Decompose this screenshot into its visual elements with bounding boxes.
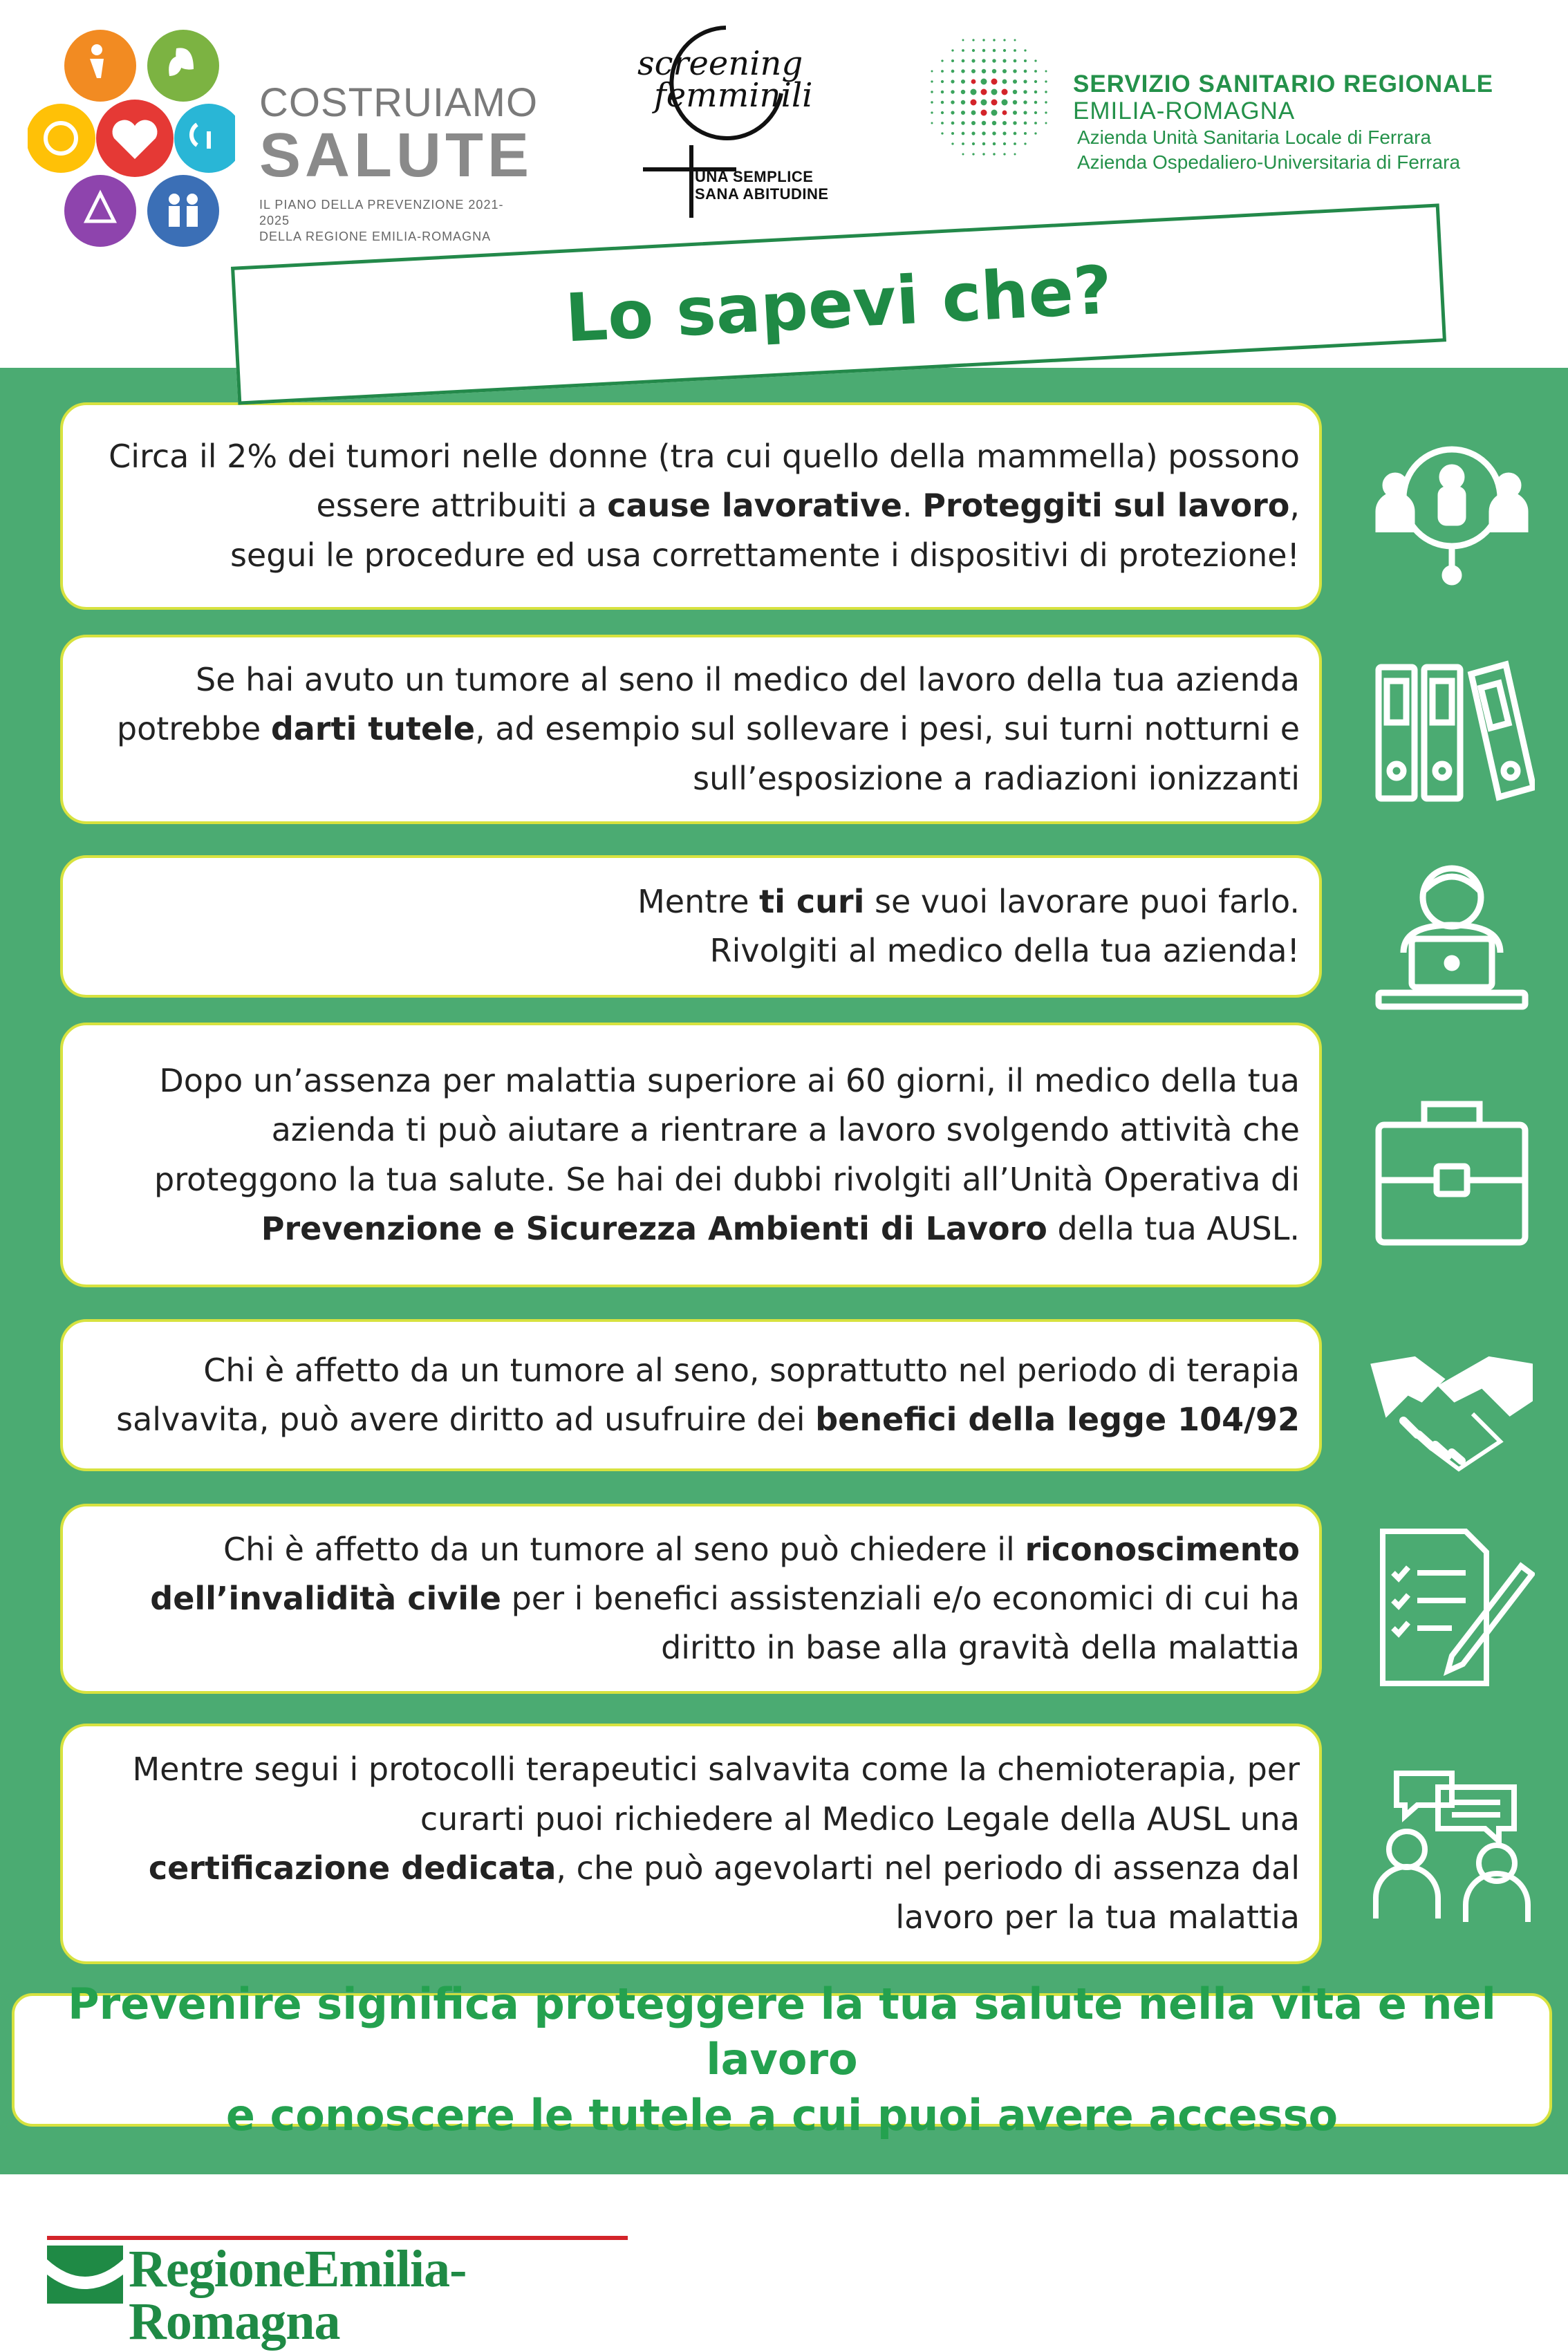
logo-dot [1024, 132, 1027, 135]
logo-dot [941, 91, 944, 93]
logo-dot [1034, 111, 1037, 114]
logo-dot [931, 101, 933, 103]
info-card-6 [60, 1504, 1322, 1694]
logo-dot [1014, 153, 1016, 156]
closing-line1: Prevenire significa proteggere la tua salute nella vita e nel lavoro [68, 1978, 1496, 2085]
people-search-icon [1369, 422, 1535, 588]
card-text-segment: salvavita, può avere diritto ad usufruire dei [116, 1401, 816, 1438]
logo-dot [982, 153, 984, 155]
logo-dot [971, 131, 975, 135]
logo-dot [993, 153, 995, 155]
logo-dot [951, 142, 953, 144]
logo-dot [941, 122, 944, 124]
logo-dot [1045, 71, 1047, 73]
logo-dot [951, 90, 954, 93]
binders-icon [1369, 646, 1535, 812]
screening-subtitle [695, 168, 829, 203]
logo-dot [931, 71, 933, 73]
ssr-line3: Azienda Unità Sanitaria Locale di Ferrara [1077, 126, 1432, 148]
logo-dot [941, 111, 944, 114]
logo-dot [991, 89, 998, 95]
logo-dot [991, 79, 998, 85]
logo-dot [1002, 100, 1008, 106]
woman-laptop-icon [1369, 849, 1535, 1015]
logo-dot [992, 121, 996, 125]
card-text-segment: , [1289, 487, 1300, 525]
logo-dot [1014, 49, 1016, 52]
logo-dot [1034, 101, 1037, 104]
logo-dot [931, 80, 933, 82]
logo-dot [981, 110, 987, 116]
logo-dot [981, 100, 987, 106]
logo-dot [1024, 70, 1027, 73]
logo-dot [971, 80, 976, 84]
ssr-line1: SERVIZIO SANITARIO REGIONALE [1073, 71, 1494, 97]
card-text-segment: Se hai avuto un tumore al seno il medico del lavoro della tua azienda [196, 661, 1300, 699]
logo-dot [1023, 90, 1027, 93]
card-text [116, 1346, 1300, 1445]
logo-dot [962, 132, 965, 136]
header [0, 0, 1568, 373]
screening-word: screening [637, 44, 803, 83]
card-text-segment: Rivolgiti al medico della tua azienda! [709, 932, 1300, 969]
card-text [132, 1745, 1300, 1942]
logo-dot [961, 121, 964, 124]
logo-dot [982, 131, 985, 135]
screening-femminili-logo [622, 21, 850, 228]
subtitle-line2: SANA ABITUDINE [695, 185, 829, 203]
logo-dot [992, 59, 996, 62]
dot-grid-icon [926, 35, 1051, 159]
card-text-segment: lavoro per la tua malattia [895, 1898, 1300, 1936]
card-text-segment: Circa il 2% dei tumori nelle donne (tra cui quello della mammella) possono [109, 438, 1300, 476]
logo-dot [1013, 69, 1016, 73]
logo-dot [971, 111, 976, 115]
logo-dot [1045, 80, 1047, 82]
regione-emilia-romagna-logo [47, 2236, 635, 2351]
handshake-icon [1369, 1317, 1535, 1483]
card-text-segment: curarti puoi richiedere al Medico Legale della AUSL una [420, 1800, 1300, 1838]
card-text-bold: darti tutele [270, 710, 476, 748]
costruiamo-salute-text [259, 80, 539, 245]
logo-dot [1014, 59, 1017, 63]
logo-dot [1045, 101, 1047, 103]
logo-dot [982, 39, 984, 41]
logo-dot [1013, 90, 1017, 94]
card-text-segment: Mentre [637, 882, 760, 920]
logo-dot [1034, 59, 1036, 62]
logo-dot [962, 142, 964, 145]
logo-dot [991, 100, 998, 106]
logo-dot [962, 59, 965, 63]
info-card-7 [60, 1724, 1322, 1964]
regione-logo-text: RegioneEmilia-Romagna [129, 2240, 467, 2351]
info-card-1 [60, 402, 1322, 610]
salute-word: SALUTE [259, 121, 533, 190]
logo-dot [982, 59, 985, 62]
logo-dot [993, 39, 995, 41]
logo-dot [982, 49, 985, 52]
logo-dot [1003, 39, 1005, 41]
card-text-segment: . [902, 487, 923, 525]
card-text-bold: certificazione dedicata [148, 1849, 557, 1887]
logo-dot [931, 122, 933, 124]
info-card-5 [60, 1319, 1322, 1471]
logo-dot [951, 111, 954, 114]
logo-dot [1034, 80, 1037, 83]
card-text-segment: sull’esposizione a radiazioni ionizzanti [693, 759, 1300, 797]
logo-dot [971, 100, 977, 106]
logo-dot [951, 49, 953, 51]
logo-dot [993, 142, 996, 145]
card-text-segment: per i benefici assistenziali e/o economici di cui ha [501, 1579, 1300, 1617]
logo-dot [1014, 142, 1016, 145]
card-text-bold: Prevenzione e Sicurezza Ambienti di Lavoro [261, 1209, 1047, 1247]
briefcase-icon [1369, 1087, 1535, 1253]
subtitle-line1: UNA SEMPLICE [695, 168, 814, 185]
logo-dot [1024, 49, 1026, 51]
logo-dot [941, 132, 943, 134]
logo-dot [1002, 89, 1008, 95]
ssr-line4: Azienda Ospedaliero-Universitaria di Ferrara [1077, 151, 1461, 174]
logo-dot [981, 89, 987, 95]
logo-dot [972, 39, 974, 41]
logo-dot [961, 90, 965, 94]
card-text [150, 1525, 1300, 1673]
logo-dot [1003, 153, 1005, 155]
logo-dot [951, 80, 954, 83]
costruiamo-salute-logo [28, 28, 539, 249]
ssr-line2: EMILIA-ROMAGNA [1073, 97, 1296, 125]
logo-dot [1034, 70, 1037, 73]
checklist-pen-icon [1369, 1524, 1535, 1690]
card-text-segment: , ad esempio sul sollevare i pesi, sui turni notturni e [475, 710, 1300, 748]
logo-dot [1024, 59, 1027, 62]
conversation-icon [1369, 1760, 1535, 1925]
logo-dot [993, 49, 996, 52]
logo-dot [1014, 132, 1017, 136]
logo-dot [961, 100, 965, 104]
logo-dot [972, 153, 974, 155]
logo-dot [1023, 80, 1027, 83]
logo-dot [951, 122, 955, 125]
card-text-segment: , che può agevolarti nel periodo di assenza dal [556, 1849, 1300, 1887]
card-text [637, 877, 1300, 976]
logo-dot [1023, 111, 1027, 114]
regione-flag-icon [47, 2246, 123, 2304]
logo-dot [941, 59, 943, 62]
servizio-sanitario-logo [926, 28, 1549, 180]
logo-dot [951, 70, 955, 73]
logo-dot [982, 69, 986, 73]
logo-dot [951, 132, 954, 135]
logo-dot [961, 111, 965, 115]
logo-dot [1013, 121, 1016, 124]
card-text [109, 432, 1300, 580]
card-text-bold: Proteggiti sul lavoro [922, 487, 1290, 525]
card-text-bold: riconoscimento [1025, 1530, 1300, 1568]
card-text-segment: se vuoi lavorare puoi farlo. [864, 882, 1300, 920]
card-text-segment: diritto in base alla gravità della malattia [661, 1629, 1300, 1667]
logo-dot [1023, 100, 1027, 104]
logo-dot [941, 80, 944, 83]
logo-dot [972, 49, 975, 52]
logo-dot [972, 142, 975, 145]
card-text-segment: potrebbe [116, 710, 271, 748]
logo-dot [992, 69, 996, 73]
costruiamo-word: COSTRUIAMO [259, 80, 539, 125]
card-text-segment: proteggono la tua salute. Se hai dei dubbi rivolgiti all’Unità Operativa di [154, 1160, 1300, 1198]
logo-dot [1002, 131, 1006, 135]
regione-text: DELLA REGIONE EMILIA-ROMAGNA [259, 230, 492, 244]
card-text-segment: Chi è affetto da un tumore al seno, soprattutto nel periodo di terapia [203, 1351, 1300, 1389]
card-text-segment: azienda ti può aiutare a rientrare a lavoro svolgendo attività che [271, 1111, 1300, 1149]
card-text-segment: Dopo un’assenza per malattia superiore ai 60 giorni, il medico della tua [159, 1061, 1300, 1099]
logo-dot [961, 69, 964, 73]
logo-dot [1003, 142, 1006, 145]
logo-dot [1034, 91, 1037, 93]
logo-dot [1002, 59, 1006, 62]
closing-message [12, 1978, 1552, 2140]
logo-dot [941, 70, 944, 73]
logo-dot [962, 49, 964, 52]
logo-dot [951, 100, 954, 104]
logo-dot [971, 89, 977, 95]
logo-dot [931, 111, 933, 113]
logo-dot [971, 69, 976, 73]
screening-title [637, 44, 813, 115]
info-card-4 [60, 1023, 1322, 1287]
card-text-bold: dell’invalidità civile [150, 1579, 501, 1617]
logo-dot [1002, 111, 1007, 115]
logo-dot [1013, 111, 1017, 115]
page-title: Lo sapevi che? [563, 251, 1114, 357]
card-text-bold: ti curi [759, 882, 865, 920]
logo-dot [971, 121, 976, 125]
info-card-2 [60, 635, 1322, 824]
logo-dot [951, 59, 954, 62]
logo-dot [1002, 69, 1007, 73]
card-text-bold: benefici della legge 104/92 [815, 1401, 1300, 1438]
logo-dot [992, 131, 996, 135]
logo-dot [1013, 80, 1017, 84]
logo-dot [962, 153, 964, 156]
logo-dot [931, 91, 933, 93]
logo-dot [982, 121, 986, 125]
card-text-segment: Mentre segui i protocolli terapeutici salvavita come la chemioterapia, per [132, 1751, 1300, 1789]
logo-dot [982, 142, 985, 145]
prevention-circles-icon [28, 28, 235, 249]
info-card-3 [60, 855, 1322, 998]
card-text-segment: essere attribuiti a [316, 487, 608, 525]
logo-dot [1013, 100, 1017, 104]
closing-line2: e conoscere le tutele a cui puoi avere accesso [225, 2089, 1338, 2140]
card-text [117, 655, 1300, 803]
logo-dot [981, 79, 987, 85]
card-text-segment: della tua AUSL. [1047, 1209, 1300, 1247]
card-text-segment: segui le procedure ed usa correttamente i dispositivi di protezione! [230, 536, 1300, 574]
logo-dot [961, 80, 965, 84]
logo-dot [941, 101, 944, 104]
card-text [154, 1056, 1300, 1253]
logo-dot [1024, 122, 1027, 125]
logo-dot [1014, 39, 1016, 41]
logo-dot [1045, 111, 1047, 113]
logo-dot [1024, 142, 1026, 144]
femminili-word: femminili [654, 75, 813, 115]
logo-dot [1045, 91, 1047, 93]
logo-dot [971, 59, 975, 62]
logo-dot [1003, 49, 1006, 52]
logo-dot [962, 39, 964, 41]
logo-dot [1002, 80, 1007, 84]
logo-dot [1034, 132, 1036, 134]
card-text-segment: Chi è affetto da un tumore al seno può chiedere il [223, 1530, 1025, 1568]
piano-prevenzione-text: IL PIANO DELLA PREVENZIONE 2021-2025 [259, 197, 504, 227]
logo-dot [1034, 122, 1037, 124]
ssr-text [1073, 71, 1543, 176]
logo-dot [1002, 121, 1007, 125]
card-text-bold: cause lavorative [607, 487, 902, 525]
logo-dot [1045, 122, 1047, 124]
logo-dot [991, 110, 998, 116]
